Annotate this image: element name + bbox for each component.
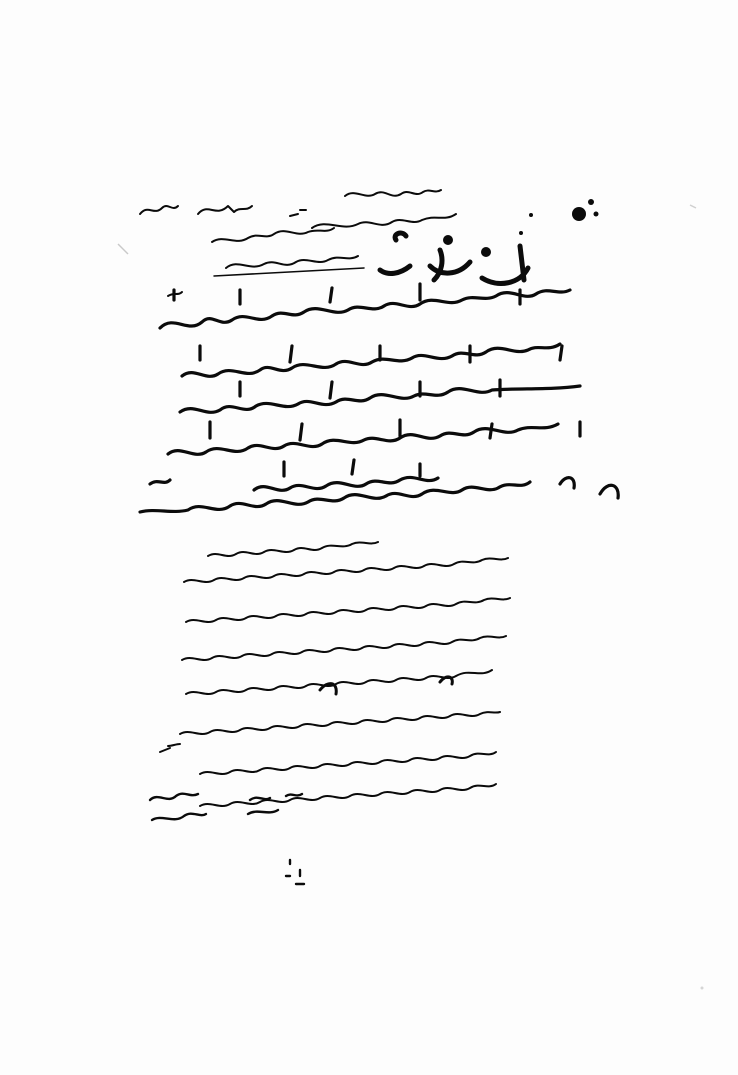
paper-marks [118, 205, 704, 990]
lower-text [160, 542, 510, 806]
top-annotations [140, 190, 456, 276]
title-word [380, 233, 528, 283]
bottom-marks [150, 794, 304, 884]
main-text [140, 284, 618, 512]
corner-ornament [519, 199, 599, 235]
